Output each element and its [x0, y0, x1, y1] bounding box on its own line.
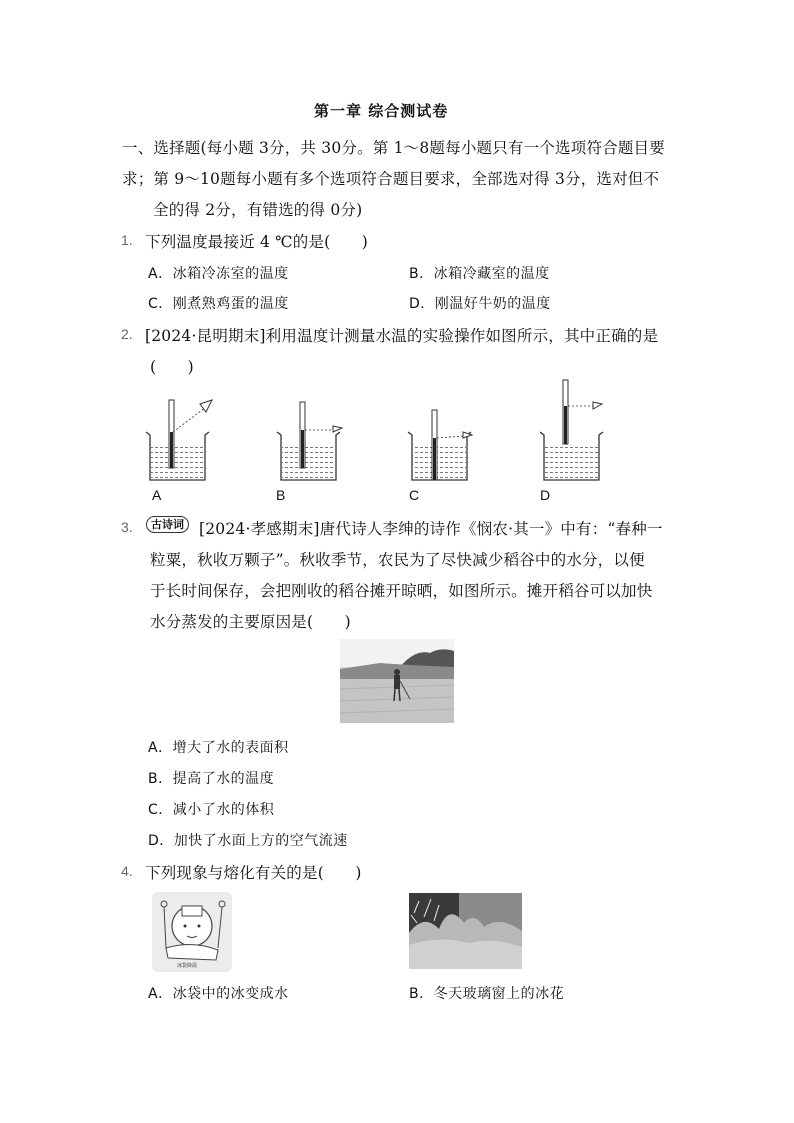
q4-number: 4. — [121, 863, 133, 879]
q3-rice-drying-photo — [340, 639, 454, 723]
q2-figure-label-d: D — [540, 487, 551, 503]
q3-option-d[interactable]: D．加快了水面上方的空气流速 — [148, 833, 348, 849]
beaker-b — [277, 402, 342, 480]
q2-figure-label-c: C — [409, 487, 420, 503]
q4-option-a[interactable]: A．冰袋中的冰变成水 — [148, 986, 289, 1002]
q4-ice-pack-illustration — [152, 892, 232, 972]
q3-option-b[interactable]: B．提高了水的温度 — [148, 771, 275, 787]
q1-option-a[interactable]: A．冰箱冷冻室的温度 — [148, 266, 289, 282]
q1-option-b[interactable]: B．冰箱冷藏室的温度 — [409, 266, 550, 282]
q4-ice-pack-caption: 冰袋降温 — [177, 963, 198, 969]
q1-option-c[interactable]: C．刚煮熟鸡蛋的温度 — [148, 296, 289, 312]
q2-number: 2. — [121, 326, 133, 342]
q4-stem: 下列现象与熔化有关的是( ) — [145, 864, 362, 882]
section-heading-line1: 一、选择题(每小题 3分，共 30分。第 1～8题每小题只有一个选项符合题目要 — [122, 139, 665, 157]
section-heading-line2: 求；第 9～10题每小题有多个选项符合题目要求，全部选对得 3分，选对但不 — [122, 170, 660, 188]
beaker-c — [408, 410, 472, 480]
q2-figure-label-b: B — [276, 487, 286, 503]
q1-stem: 下列温度最接近 4 ℃的是( ) — [145, 233, 369, 251]
q3-stem-line4: 水分蒸发的主要原因是( ) — [150, 613, 351, 631]
q1-option-d[interactable]: D．刚温好牛奶的温度 — [409, 296, 551, 312]
section-heading-line3: 全的得 2分，有错选的得 0分) — [153, 201, 363, 219]
q3-stem-line3: 于长时间保存，会把刚收的稻谷摊开晾晒，如图所示。摊开稻谷可以加快 — [150, 582, 653, 600]
q4-option-b[interactable]: B．冬天玻璃窗上的冰花 — [409, 986, 565, 1002]
q2-answer-paren: ( ) — [150, 358, 194, 376]
q3-number: 3. — [121, 519, 133, 535]
q2-stem: [2024·昆明期末]利用温度计测量水温的实验操作如图所示，其中正确的是 — [145, 327, 659, 345]
q4-window-frost-photo — [409, 893, 522, 969]
page-title: 第一章 综合测试卷 — [314, 102, 449, 120]
q3-stem-line2: 粒粟，秋收万颗子”。秋收季节，农民为了尽快减少稻谷中的水分，以便 — [150, 551, 645, 569]
q3-category-badge: 古诗词 — [146, 516, 189, 533]
q1-number: 1. — [121, 232, 133, 248]
q3-option-a[interactable]: A．增大了水的表面积 — [148, 740, 289, 756]
beaker-d — [540, 380, 603, 480]
q3-stem-line1: [2024·孝感期末]唐代诗人李绅的诗作《悯农·其一》中有：“春种一 — [199, 520, 663, 538]
q3-option-c[interactable]: C．减小了水的体积 — [148, 802, 275, 818]
q2-thermometer-figure — [0, 380, 794, 500]
q2-figure-label-a: A — [152, 487, 162, 503]
beaker-a — [146, 400, 212, 480]
